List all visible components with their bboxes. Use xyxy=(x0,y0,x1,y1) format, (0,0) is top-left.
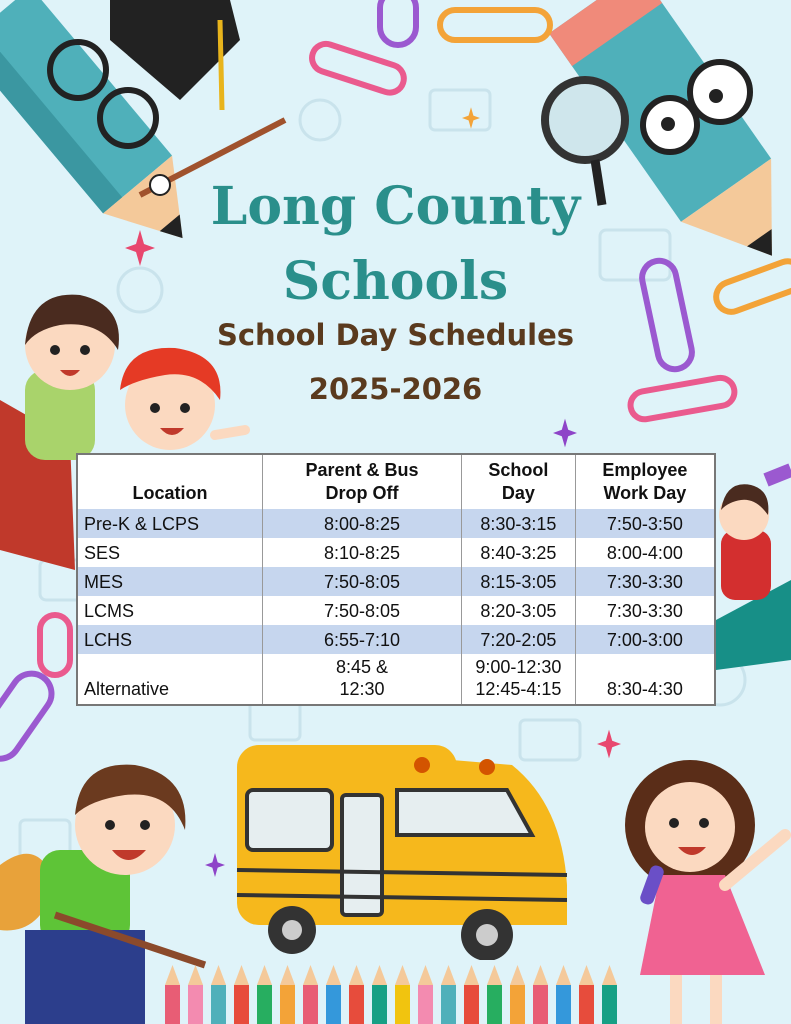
paperclip-icon xyxy=(300,0,560,110)
page-subtitle: School Day Schedules xyxy=(216,318,575,352)
colored-pencils-icon xyxy=(160,965,640,1024)
dropoff-cell: 7:50-8:05 xyxy=(262,596,461,625)
work-day-cell: 7:00-3:00 xyxy=(575,625,715,654)
school-day-cell: 8:15-3:05 xyxy=(462,567,576,596)
school-day-cell: 8:20-3:05 xyxy=(462,596,576,625)
table-row xyxy=(77,625,715,654)
school-day-cell: 7:20-2:05 xyxy=(462,625,576,654)
child-sitting-icon xyxy=(716,460,791,670)
school-year: 2025-2026 xyxy=(308,372,483,406)
paperclip-icon xyxy=(0,610,80,770)
work-day-cell: 7:30-3:30 xyxy=(575,567,715,596)
location-cell: Alternative xyxy=(77,654,262,705)
work-day-cell: 8:00-4:00 xyxy=(606,542,683,563)
school-bus-icon xyxy=(232,735,577,960)
page-title-line1: Long County xyxy=(210,176,581,237)
column-header-location: Location xyxy=(77,454,262,509)
column-header-dropoff: Parent & Bus Drop Off xyxy=(262,454,461,509)
sparkle-icon xyxy=(462,107,480,129)
table-row xyxy=(77,567,715,596)
dropoff-cell: 7:50-8:05 xyxy=(262,567,461,596)
table-row xyxy=(77,509,715,538)
work-day-cell: 8:30-4:30 xyxy=(606,679,683,699)
location-cell: MES xyxy=(77,567,262,596)
school-day-cell: 9:00-12:30 12:45-4:15 xyxy=(462,654,576,705)
school-day-cell: 8:40-3:25 xyxy=(462,538,576,567)
table-header-row xyxy=(77,454,715,509)
table-row xyxy=(77,596,715,625)
school-day-cell: 8:30-3:15 xyxy=(462,509,576,538)
work-day-cell: 7:30-3:30 xyxy=(606,600,683,621)
column-header-work-day: Employee Work Day xyxy=(602,460,688,503)
table-row xyxy=(77,654,715,705)
page-title-line2: Schools xyxy=(282,251,509,312)
dropoff-cell: 8:00-8:25 xyxy=(262,509,461,538)
location-cell: Pre-K & LCPS xyxy=(77,509,262,538)
dropoff-cell: 8:45 & 12:30 xyxy=(262,654,461,705)
table-row xyxy=(77,538,715,567)
location-cell: LCMS xyxy=(77,596,262,625)
dropoff-cell: 8:10-8:25 xyxy=(262,538,461,567)
column-header-school-day: School Day xyxy=(462,454,576,509)
sparkle-icon xyxy=(553,418,577,448)
schedule-table xyxy=(76,453,716,706)
location-cell: LCHS xyxy=(77,625,262,654)
work-day-cell: 7:50-3:50 xyxy=(575,509,715,538)
location-cell: SES xyxy=(77,538,262,567)
dropoff-cell: 6:55-7:10 xyxy=(262,625,461,654)
